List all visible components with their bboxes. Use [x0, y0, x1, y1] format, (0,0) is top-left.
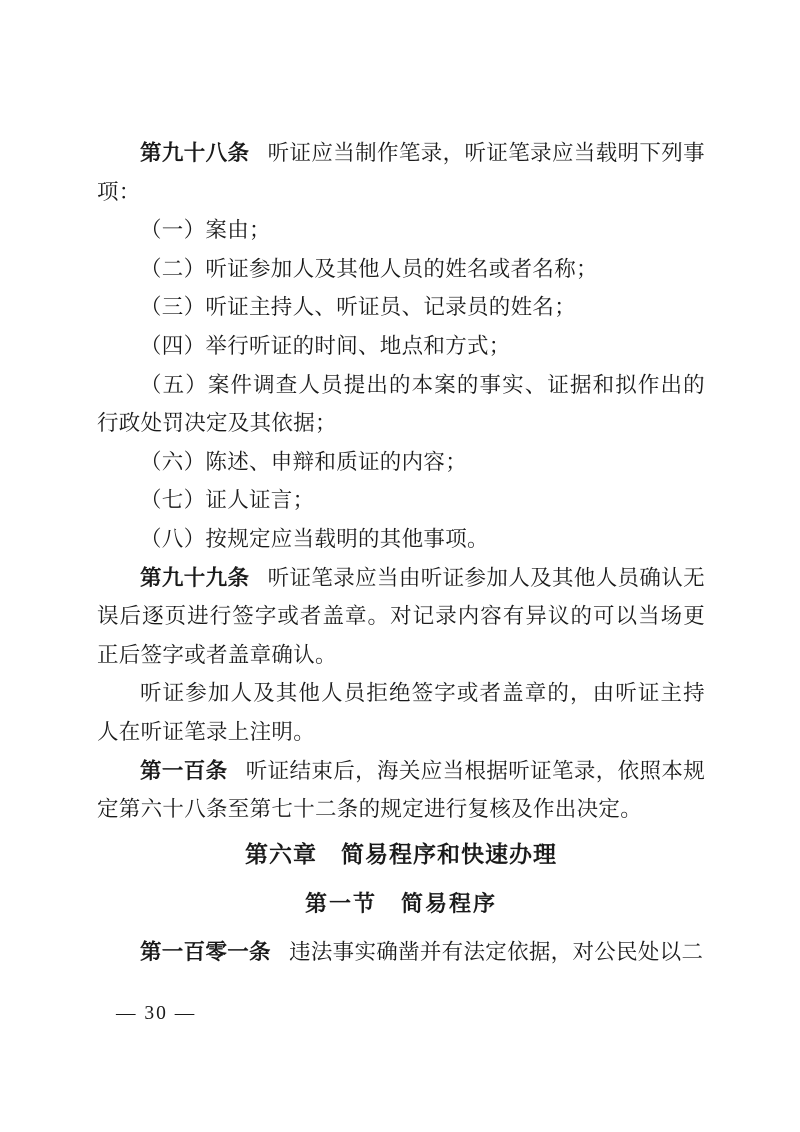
article-paragraph — [97, 752, 705, 829]
article-paragraph — [97, 559, 705, 675]
article-number: 第一百零一条 — [140, 939, 271, 964]
page-number: — 30 — — [116, 1003, 197, 1024]
chapter-heading: 第六章 简易程序和快速办理 — [245, 840, 557, 867]
list-item-text: （一）案由； — [140, 218, 271, 243]
list-item — [97, 481, 705, 520]
list-item-text: （六）陈述、申辩和质证的内容； — [140, 449, 468, 474]
article-paragraph — [97, 933, 705, 972]
article-text: 听证应当制作笔录，听证笔录应当载明下列事项： — [97, 141, 705, 204]
list-item-text: （二）听证参加人及其他人员的姓名或者名称； — [140, 256, 598, 281]
list-item-text: （五）案件调查人员提出的本案的事实、证据和拟作出的行政处罚决定及其依据； — [97, 372, 705, 436]
body-paragraph — [97, 674, 705, 751]
list-item — [97, 211, 705, 250]
article-paragraph — [97, 134, 705, 211]
article-number: 第九十八条 — [140, 141, 250, 165]
section-heading: 第一节 简易程序 — [304, 890, 497, 916]
list-item — [97, 327, 705, 366]
article-number: 第一百条 — [140, 758, 228, 783]
list-item-text: （七）证人证言； — [140, 488, 315, 513]
article-text: 听证结束后，海关应当根据听证笔录，依照本规定第六十八条至第七十二条的规定进行复核及作出决定。 — [97, 758, 705, 822]
document-body — [97, 134, 705, 971]
list-item-text: （八）按规定应当载明的其他事项。 — [140, 526, 489, 551]
list-item-text: （三）听证主持人、听证员、记录员的姓名； — [140, 295, 577, 320]
paragraph-text: 听证参加人及其他人员拒绝签字或者盖章的，由听证主持人在听证笔录上注明。 — [97, 681, 705, 744]
list-item — [97, 366, 705, 443]
article-text: 违法事实确凿并有法定依据，对公民处以二 — [289, 939, 704, 964]
list-item — [97, 443, 705, 482]
article-text: 听证笔录应当由听证参加人及其他人员确认无误后逐页进行签字或者盖章。对记录内容有异议的可以当场更正后签字或者盖章确认。 — [97, 565, 705, 667]
list-item — [97, 250, 705, 289]
list-item-text: （四）举行听证的时间、地点和方式； — [140, 333, 511, 358]
list-item — [97, 288, 705, 327]
article-number: 第九十九条 — [140, 565, 250, 590]
list-item — [97, 520, 705, 559]
